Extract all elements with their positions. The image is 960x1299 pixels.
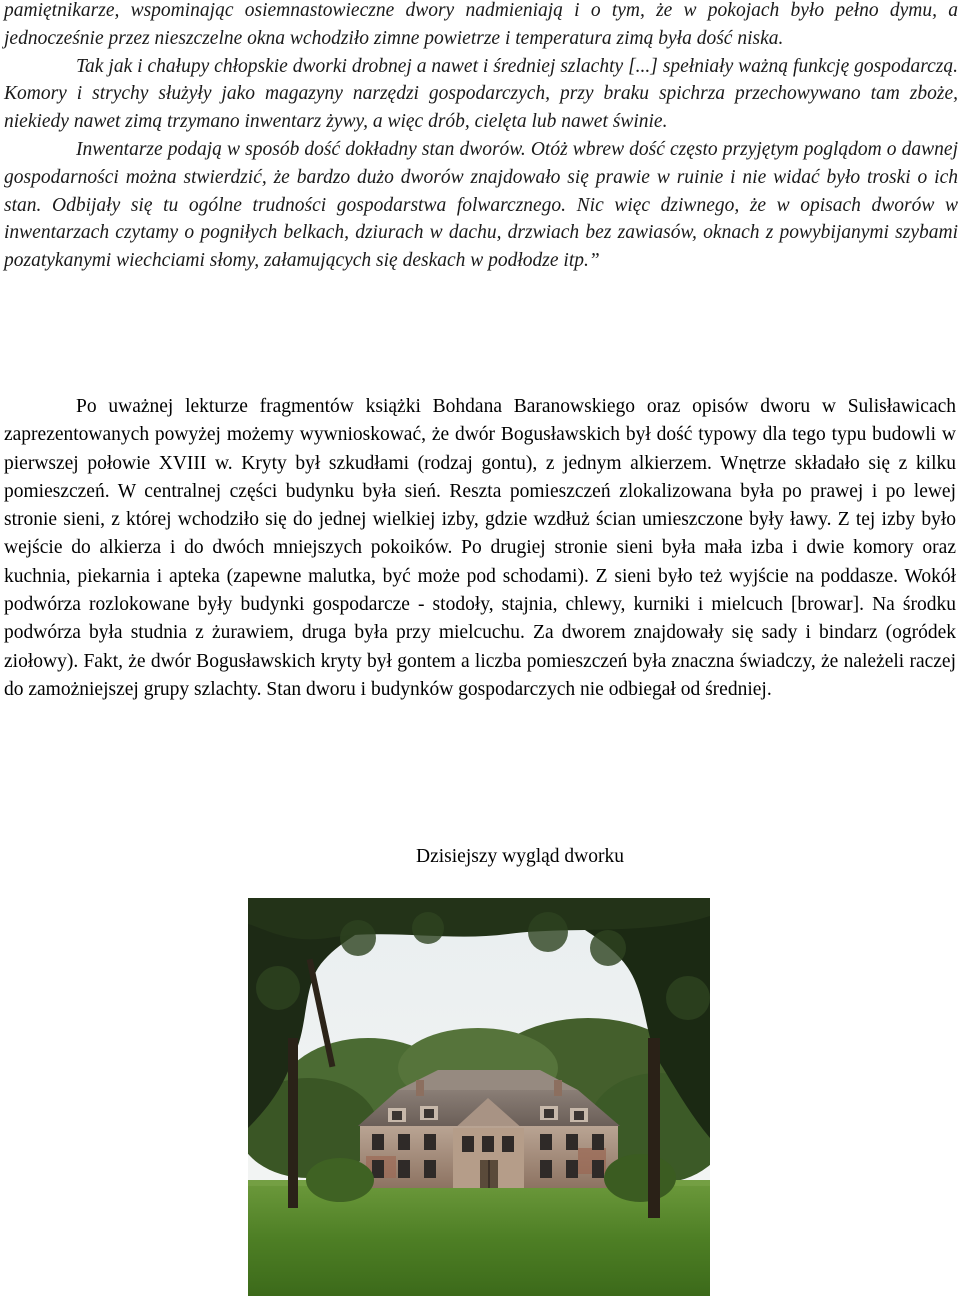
quotation-block [4,0,958,275]
manor-house-photo [248,898,710,1296]
body-text [4,393,956,704]
body-paragraph: Po uważnej lekturze fragmentów książki Bohdana Baranowskiego oraz opisów dworu w Sulisławicach zaprezentowanych powyżej możemy wywnioskować, że dwór Bogusławskich był dość typowy dla tego typu budowli w pierwszej połowie XVIII w. Kryty był szkudłami (rodzaj gontu), z jednym alkierzem. Wnętrze składało się z kilku pomieszczeń. W centralnej części budynku była sień. Reszta pomieszczeń zlokalizowana była po prawej i po lewej stronie sieni, z której wchodziło się do jednej wielkiej izby, gdzie wzdłuż ścian umieszczone były ławy. Z tej izby było wejście do alkierza i do dwóch mniejszych pokoików. Po drugiej stronie sieni była mała izba i dwie komory oraz kuchnia, piekarnia i apteka (zapewne malutka, być może pod schodami). Z sieni było też wyjście na poddasze. Wokół podwórza rozlokowane były budynki gospodarcze - stodoły, stajnia, chlewy, kurniki i mielcuch [browar]. Na środku podwórza była studnia z żurawiem, druga była przy mielcuchu. Za dworem znajdowały się sady i bindarz (ogródek ziołowy). Fakt, że dwór Bogusławskich kryty był gontem a liczba pomieszczeń była znaczna świadczy, że należeli raczej do zamożniejszej grupy szlachty. Stan dworu i budynków gospodarczych nie odbiegał od średniej. [4,396,956,700]
quote-paragraph-3: Inwentarze podają w sposób dość dokładny stan dworów. Otóż wbrew dość często przyjętym poglądom o dawnej gospodarności można stwierdzić, że bardzo dużo dworów znajdowało się prawie w ruinie i nie widać było troski o ich stan. Odbijały się tu ogólne trudności gospodarstwa folwarcznego. Nic więc dziwnego, że w opisach dworów w inwentarzach czytamy o pogniłych belkach, dziurach w dachu, drzwiach bez zawiasów, oknach z powybijanymi szybami pozatykanymi wiechciami słomy, załamujących się deskach w podłodze itp.” [4,138,958,272]
quote-paragraph-1: pamiętnikarze, wspominając osiemnastowieczne dwory nadmieniają i o tym, że w pokojach było pełno dymu, a jednocześnie przez nieszczelne okna wchodziło zimne powietrze i temperatura zimą była dość niska. [4,0,958,49]
figure-caption: Dzisiejszy wygląd dworku [416,846,624,867]
quote-paragraph-2: Tak jak i chałupy chłopskie dworki drobnej a nawet i średniej szlachty [...] spełniały ważną funkcję gospodarczą. Komory i strychy służyły jako magazyny narzędzi gospodarczych, przy braku spichrza przechowywano tam zboże, niekiedy nawet zimą trzymano inwentarz żywy, a więc drób, cielęta lub nawet świnie. [4,55,958,133]
